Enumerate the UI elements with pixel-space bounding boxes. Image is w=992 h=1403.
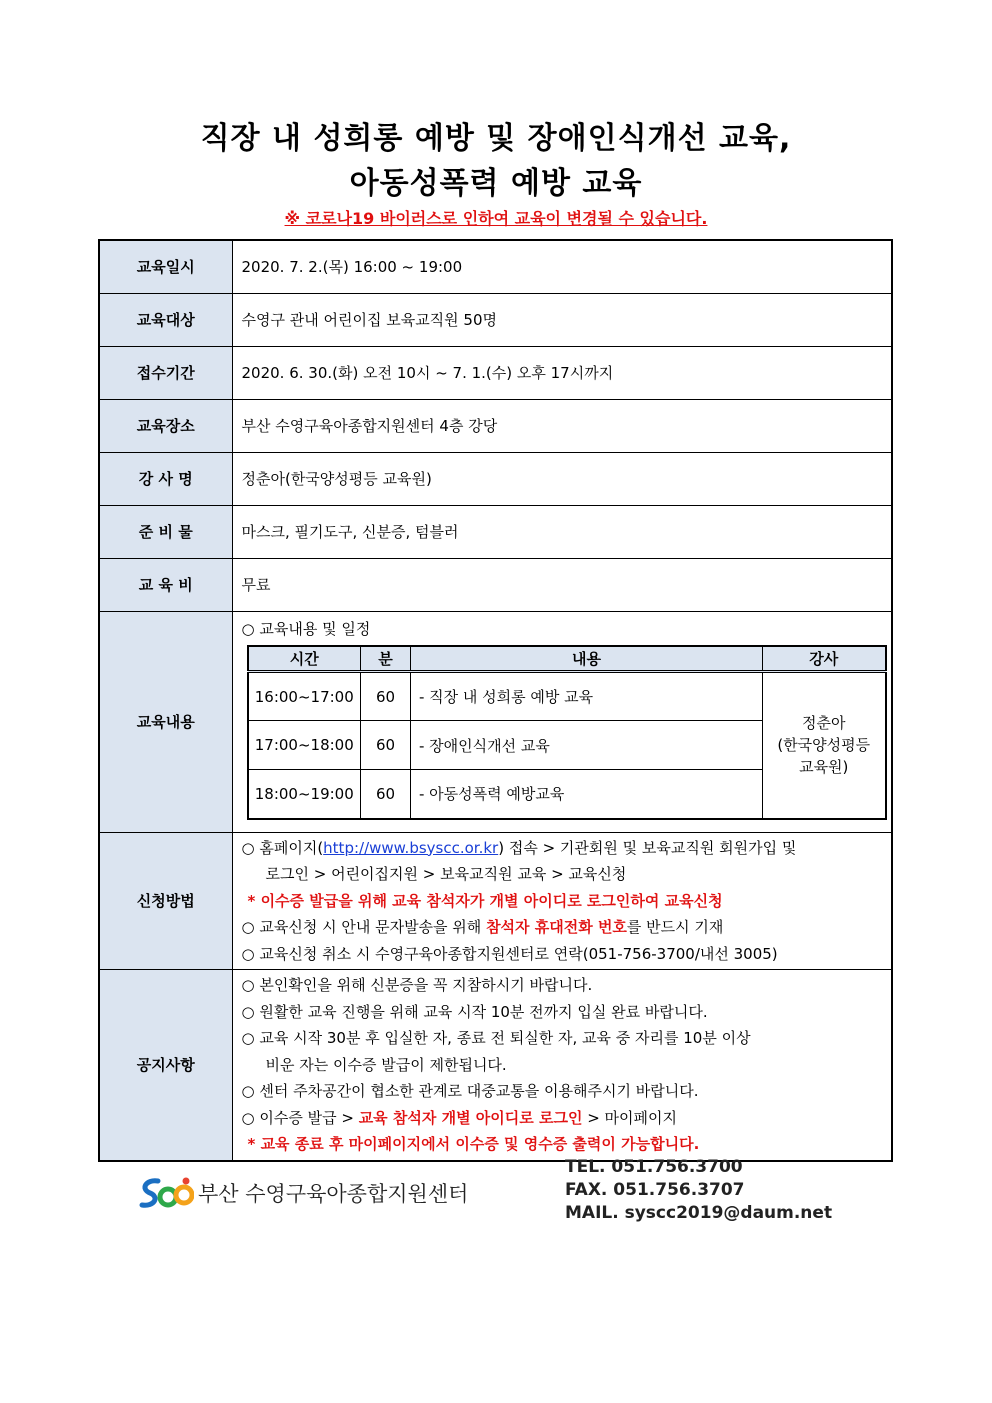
sched-min: 60 bbox=[361, 770, 411, 819]
table-row bbox=[99, 293, 892, 346]
row-value: 정춘아(한국양성평등 교육원) bbox=[232, 452, 892, 505]
header-instructor: 강사 bbox=[763, 646, 886, 672]
sched-desc: - 직장 내 성희롱 예방 교육 bbox=[411, 672, 763, 721]
table-row bbox=[99, 505, 892, 558]
info-table bbox=[98, 239, 893, 1162]
row-label: 준 비 물 bbox=[99, 505, 232, 558]
header-time: 시간 bbox=[248, 646, 361, 672]
instructor-line: 정춘아 bbox=[802, 714, 846, 733]
center-logo-icon bbox=[138, 1175, 194, 1211]
note-line bbox=[242, 1105, 884, 1132]
instructor-line: (한국양성평등 bbox=[777, 736, 871, 755]
sched-time: 16:00~17:00 bbox=[248, 672, 361, 721]
row-label: 공지사항 bbox=[99, 970, 232, 1161]
row-label: 신청방법 bbox=[99, 832, 232, 970]
note-line: ○ 센터 주차공간이 협소한 관계로 대중교통을 이용해주시기 바랍니다. bbox=[241, 1082, 699, 1100]
contact-tel: TEL. 051.756.3700 bbox=[565, 1157, 743, 1177]
notes-cell bbox=[232, 970, 892, 1161]
row-label: 접수기간 bbox=[99, 346, 232, 399]
apply-text: ) 접속 > 기관회원 및 보육교직원 회원가입 및 bbox=[498, 838, 797, 857]
row-value: 마스크, 필기도구, 신분증, 텀블러 bbox=[232, 505, 892, 558]
row-label: 교육대상 bbox=[99, 293, 232, 346]
apply-text: ○ 교육신청 시 안내 문자발송을 위해 bbox=[241, 918, 487, 936]
table-row bbox=[99, 240, 892, 293]
sched-instructor bbox=[763, 672, 886, 819]
row-value: 2020. 6. 30.(화) 오전 10시 ~ 7. 1.(수) 오후 17시까지 bbox=[232, 346, 892, 399]
header-desc: 내용 bbox=[411, 646, 763, 672]
footer-logo bbox=[138, 1175, 468, 1211]
sched-min: 60 bbox=[361, 721, 411, 770]
note-line: ○ 교육 시작 30분 후 입실한 자, 종료 전 퇴실한 자, 교육 중 자리를 10분 이상 bbox=[241, 1029, 751, 1047]
apply-line bbox=[242, 835, 884, 862]
table-row bbox=[248, 672, 886, 721]
title-line-2: 아동성폭력 예방 교육 bbox=[349, 166, 643, 201]
table-row bbox=[99, 399, 892, 452]
table-row bbox=[99, 558, 892, 611]
row-label: 강 사 명 bbox=[99, 452, 232, 505]
header-min: 분 bbox=[361, 646, 411, 672]
homepage-link[interactable]: http://www.bsyscc.or.kr bbox=[323, 838, 499, 857]
contact-info bbox=[565, 1156, 832, 1225]
sched-time: 17:00~18:00 bbox=[248, 721, 361, 770]
table-row bbox=[99, 452, 892, 505]
instructor-line: 교육원) bbox=[799, 758, 849, 777]
apply-highlight: 참석자 휴대전화 번호 bbox=[486, 918, 627, 936]
note-line: 비운 자는 이수증 발급이 제한됩니다. bbox=[265, 1055, 507, 1074]
apply-line: 로그인 > 어린이집지원 > 보육교직원 교육 > 교육신청 bbox=[265, 865, 627, 883]
notes-row bbox=[99, 970, 892, 1161]
note-line: ○ 본인확인을 위해 신분증을 꼭 지참하시기 바랍니다. bbox=[241, 976, 593, 994]
note-highlight: 교육 참석자 개별 아이디로 로그인 bbox=[358, 1108, 583, 1127]
apply-warning: * 이수증 발급을 위해 교육 참석자가 개별 아이디로 로그인하여 교육신청 bbox=[247, 891, 723, 910]
covid-notice: ※ 코로나19 바이러스로 인하여 교육이 변경될 수 있습니다. bbox=[284, 209, 708, 228]
note-warning: * 교육 종료 후 마이페이지에서 이수증 및 영수증 출력이 가능합니다. bbox=[247, 1135, 700, 1153]
sched-desc: - 아동성폭력 예방교육 bbox=[411, 770, 763, 819]
row-label: 교육일시 bbox=[99, 240, 232, 293]
content-row bbox=[99, 611, 892, 832]
row-value: 부산 수영구육아종합지원센터 4층 강당 bbox=[232, 399, 892, 452]
center-name: 부산 수영구육아종합지원센터 bbox=[198, 1182, 469, 1206]
table-row bbox=[99, 346, 892, 399]
schedule-table bbox=[247, 645, 887, 820]
note-text: > 마이페이지 bbox=[582, 1108, 678, 1127]
content-cell bbox=[232, 611, 892, 832]
note-line: ○ 원활한 교육 진행을 위해 교육 시작 10분 전까지 입실 완료 바랍니다. bbox=[241, 1002, 708, 1021]
apply-cell bbox=[232, 832, 892, 970]
contact-fax: FAX. 051.756.3707 bbox=[565, 1180, 745, 1200]
apply-line bbox=[242, 914, 884, 941]
row-value: 무료 bbox=[232, 558, 892, 611]
row-label: 교육내용 bbox=[99, 611, 232, 832]
row-value: 수영구 관내 어린이집 보육교직원 50명 bbox=[232, 293, 892, 346]
apply-row bbox=[99, 832, 892, 970]
sched-time: 18:00~19:00 bbox=[248, 770, 361, 819]
apply-text: 를 반드시 기재 bbox=[626, 918, 724, 936]
title-line-1: 직장 내 성희롱 예방 및 장애인식개선 교육, bbox=[200, 121, 792, 156]
schedule-intro: ○ 교육내용 및 일정 bbox=[241, 619, 371, 638]
sched-min: 60 bbox=[361, 672, 411, 721]
sched-desc: - 장애인식개선 교육 bbox=[411, 721, 763, 770]
row-label: 교육장소 bbox=[99, 399, 232, 452]
row-value: 2020. 7. 2.(목) 16:00 ~ 19:00 bbox=[232, 240, 892, 293]
contact-mail: MAIL. syscc2019@daum.net bbox=[565, 1203, 833, 1223]
apply-line: ○ 교육신청 취소 시 수영구육아종합지원센터로 연락(051-756-3700/내선 3005) bbox=[241, 944, 778, 963]
row-label: 교 육 비 bbox=[99, 558, 232, 611]
apply-text: ○ 홈페이지( bbox=[241, 838, 324, 857]
note-text: ○ 이수증 발급 > bbox=[241, 1108, 359, 1127]
